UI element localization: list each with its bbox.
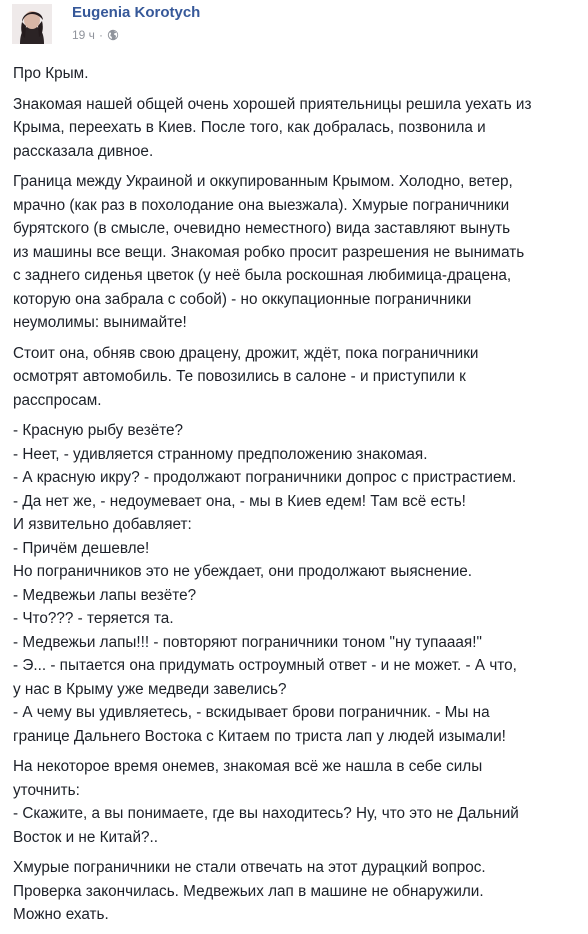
text-line: границе Дальнего Востока с Китаем по триста лап у людей изымали! — [13, 727, 506, 745]
text-line: Граница между Украиной и оккупированным Крымом. Холодно, ветер, — [13, 173, 513, 190]
text-line: - Неет, - удивляется странному предположению знакомая. — [13, 445, 428, 463]
text-line: - Э... - пытается она придумать остроумный ответ - и не может. - А что, — [13, 657, 517, 674]
text-line: - Медвежьи лапы везёте? — [13, 586, 197, 604]
post-paragraph — [13, 62, 583, 86]
text-line: рассказала дивное. — [13, 142, 154, 160]
post-body — [13, 62, 583, 934]
text-line: - А чему вы удивляетесь, - вскидывает брови пограничник. - Мы на — [13, 704, 490, 721]
text-line: Стоит она, обняв свою драцену, дрожит, ждёт, пока пограничники — [13, 344, 479, 362]
text-line: Проверка закончилась. Медвежьих лап в машине не обнаружили. — [13, 882, 484, 900]
text-line: - А красную икру? - продолжают пограничники допрос с пристрастием. — [13, 469, 517, 486]
text-line: с заднего сиденья цветок (у неё была роскошная любимица-драцена, — [13, 267, 512, 284]
text-line: Знакомая нашей общей очень хорошей приятельницы решила уехать из — [13, 95, 532, 113]
text-line: неумолимы: вынимайте! — [13, 314, 187, 331]
post-header — [12, 4, 572, 48]
post-paragraph — [13, 419, 583, 748]
text-line: из машины все вещи. Знакомая робко просит разрешения не вынимать — [13, 243, 525, 261]
text-line: Но пограничников это не убеждает, они продолжают выяснение. — [13, 563, 473, 580]
text-line: расспросам. — [13, 391, 102, 409]
post-paragraph — [13, 755, 583, 849]
separator-dot: · — [98, 28, 103, 42]
text-line: Про Крым. — [13, 65, 89, 82]
text-line: - Да нет же, - недоумевает она, - мы в Киев едем! Там всё есть! — [13, 492, 466, 510]
text-line: На некоторое время онемев, знакомая всё же нашла в себе силы — [13, 758, 483, 775]
post-paragraph — [13, 342, 583, 413]
post-paragraph — [13, 93, 583, 164]
post-meta — [72, 28, 119, 42]
text-line: мрачно (как раз в похолодание она выезжала). Хмурые пограничники — [13, 196, 510, 214]
text-line: Восток и не Китай?.. — [13, 828, 158, 846]
post-paragraph — [13, 856, 583, 927]
text-line: Можно ехать. — [13, 906, 109, 923]
author-name[interactable]: Eugenia Korotych — [72, 4, 201, 21]
text-line: - Скажите, а вы понимаете, где вы находитесь? Ну, что это не Дальний — [13, 805, 519, 822]
text-line: И язвительно добавляет: — [13, 516, 192, 533]
text-line: - Что??? - теряется та. — [13, 610, 174, 627]
post-time[interactable]: 19 ч — [72, 28, 95, 42]
text-line: Крыма, переехать в Киев. После того, как добралась, позвонила и — [13, 119, 486, 136]
post-paragraph — [13, 170, 583, 335]
text-line: бурятского (в смысле, очевидно неместного) вида заставляют вынуть — [13, 220, 511, 237]
text-line: уточнить: — [13, 781, 80, 799]
text-line: - Причём дешевле! — [13, 539, 150, 557]
text-line: - Медвежьи лапы!!! - повторяют пограничники тоном "ну тупааая!" — [13, 633, 482, 651]
globe-icon[interactable] — [107, 29, 119, 41]
text-line: осмотрят автомобиль. Те повозились в салоне - и приступили к — [13, 368, 466, 385]
text-line: которую она забрала с собой) - но оккупационные пограничники — [13, 290, 472, 308]
text-line: Хмурые пограничники не стали отвечать на этот дурацкий вопрос. — [13, 859, 486, 876]
text-line: - Красную рыбу везёте? — [13, 422, 184, 439]
avatar[interactable] — [12, 4, 52, 44]
text-line: у нас в Крыму уже медведи завелись? — [13, 680, 287, 698]
